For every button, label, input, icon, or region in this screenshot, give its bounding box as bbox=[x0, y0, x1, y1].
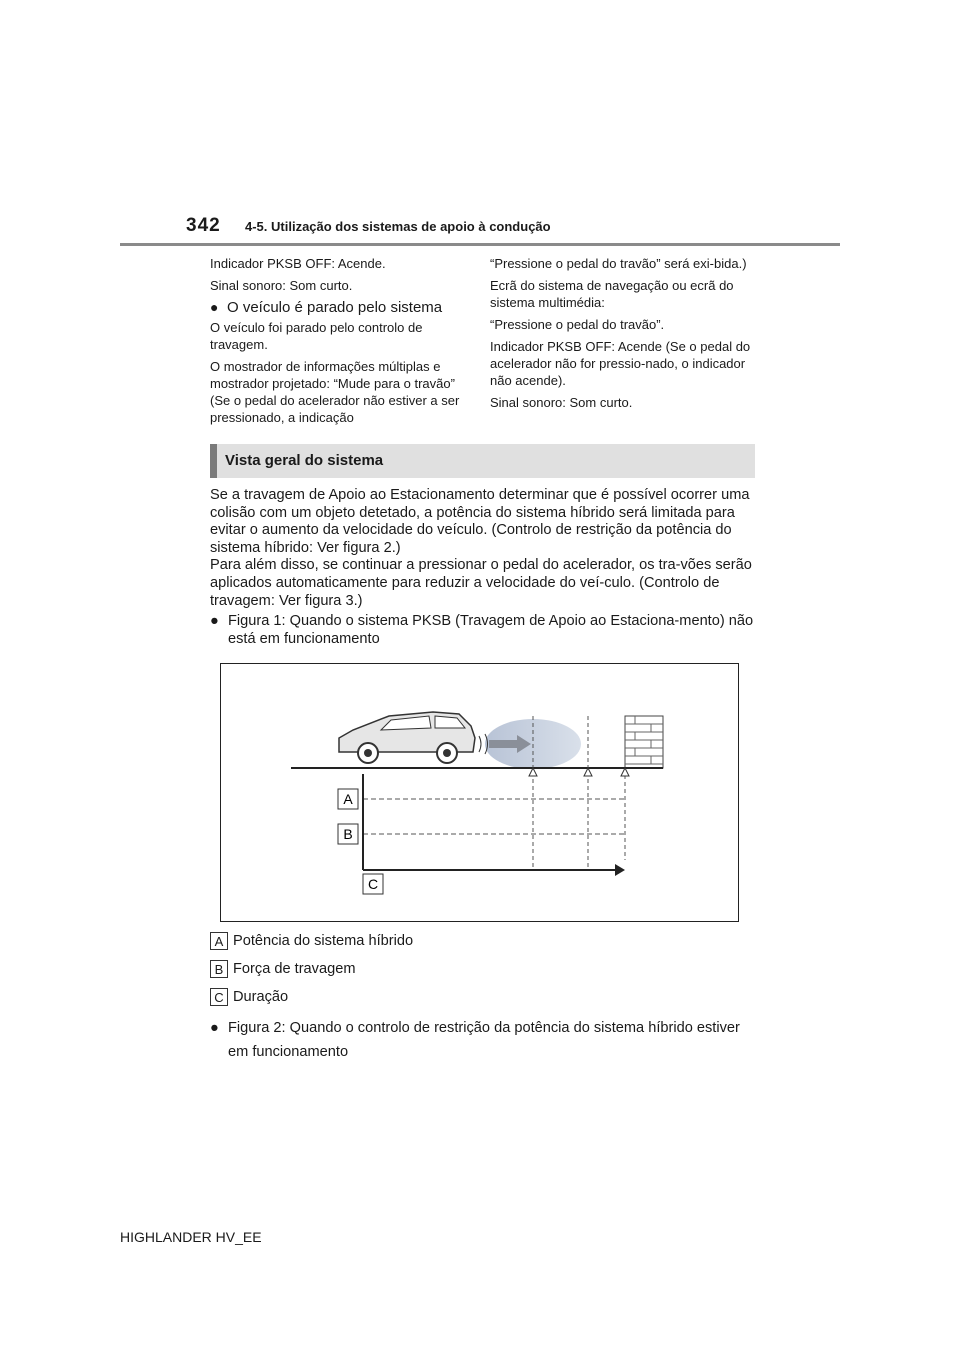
legend-text: Força de travagem bbox=[233, 961, 356, 977]
x-axis-arrow-icon bbox=[615, 864, 625, 876]
legend-key: A bbox=[210, 932, 228, 950]
bullet-heading bbox=[210, 299, 465, 316]
figure-1 bbox=[220, 663, 739, 922]
left-paragraph: O veículo foi parado pelo controlo de travagem. bbox=[210, 320, 423, 352]
banner-title: Vista geral do sistema bbox=[225, 452, 384, 469]
body-text bbox=[210, 487, 758, 648]
car-icon bbox=[339, 712, 488, 763]
header-rule bbox=[120, 243, 840, 246]
left-paragraph: Indicador PKSB OFF: Acende. bbox=[210, 256, 386, 271]
right-column bbox=[490, 255, 755, 416]
marker-triangles bbox=[529, 768, 629, 776]
footer-model: HIGHLANDER HV_EE bbox=[120, 1229, 262, 1245]
section-banner bbox=[210, 444, 755, 478]
bullet-icon: ● bbox=[210, 299, 219, 315]
right-paragraph: “Pressione o pedal do travão”. bbox=[490, 317, 665, 332]
bullet-item bbox=[210, 1016, 758, 1064]
right-paragraph: Indicador PKSB OFF: Acende (Se o pedal do acelerador não for pressio-nado, o indicador não acende). bbox=[490, 339, 751, 388]
left-paragraph: O mostrador de informações múltiplas e mostrador projetado: “Mude para o travão” (Se o pedal do acelerador não estiver a ser pressionado, a indicação bbox=[210, 359, 460, 425]
bullet-heading-text: O veículo é parado pelo sistema bbox=[227, 299, 443, 316]
body-paragraph: Se a travagem de Apoio ao Estacionamento determinar que é possível ocorrer uma colisão com um objeto detetado, a potência do sistema híbrido será limitada para evitar o aumento da velocidade do veículo. (Controlo de restrição da potência do sistema híbrido: Ver figura 2.) bbox=[210, 487, 750, 556]
legend-item-c bbox=[210, 988, 288, 1006]
left-paragraph: Sinal sonoro: Som curto. bbox=[210, 278, 353, 293]
figure-diagram bbox=[221, 664, 738, 921]
level-lines bbox=[363, 799, 625, 834]
bullet-text: Figura 1: Quando o sistema PKSB (Travagem de Apoio ao Estaciona-mento) não está em funcionamento bbox=[228, 613, 754, 647]
legend-text: Potência do sistema híbrido bbox=[233, 933, 414, 949]
section-title: 4-5. Utilização dos sistemas de apoio à condução bbox=[245, 219, 551, 234]
legend-text: Duração bbox=[233, 989, 289, 1005]
label-c: C bbox=[367, 876, 379, 892]
bullet-icon: ● bbox=[210, 613, 219, 630]
bullet-text: Figura 2: Quando o controlo de restrição da potência do sistema híbrido estiver em funcionamento bbox=[228, 1020, 740, 1060]
wall-icon bbox=[625, 716, 663, 768]
bullet-item bbox=[210, 613, 758, 648]
label-a: A bbox=[343, 791, 353, 807]
left-column bbox=[210, 255, 465, 431]
label-b: B bbox=[343, 826, 353, 842]
right-paragraph: “Pressione o pedal do travão” será exi-bida.) bbox=[490, 256, 747, 271]
page-number: 342 bbox=[186, 215, 221, 236]
legend-key: B bbox=[210, 960, 228, 978]
right-paragraph: Ecrã do sistema de navegação ou ecrã do sistema multimédia: bbox=[490, 278, 734, 310]
bullet-icon: ● bbox=[210, 1020, 219, 1036]
right-paragraph: Sinal sonoro: Som curto. bbox=[490, 395, 633, 410]
body-paragraph: Para além disso, se continuar a pressionar o pedal do acelerador, os tra-vões serão aplicados automaticamente para reduzir a velocidade do veí-culo. (Controlo de travagem: Ver figura 3.) bbox=[210, 557, 752, 609]
legend-item-a bbox=[210, 932, 413, 950]
legend-key: C bbox=[210, 988, 228, 1006]
legend-item-b bbox=[210, 960, 355, 978]
